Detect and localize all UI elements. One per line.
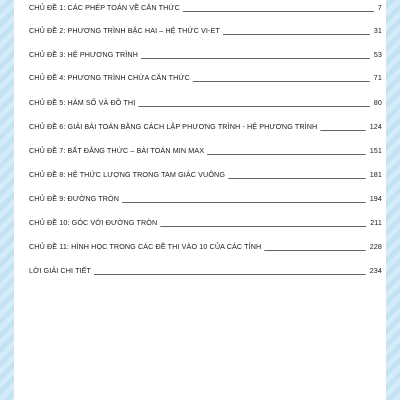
toc-entry-page: 194 <box>369 194 382 203</box>
toc-entry[interactable] <box>14 241 386 255</box>
toc-entry-title: CHỦ ĐỀ 6: GIẢI BÀI TOÁN BẰNG CÁCH LẬP PHƯƠNG TRÌNH - HỆ PHƯƠNG TRÌNH <box>29 122 318 131</box>
toc-entry[interactable] <box>14 97 386 111</box>
toc-entry-title: CHỦ ĐỀ 2: PHƯƠNG TRÌNH BẬC HAI – HỆ THỨC VI-ET <box>29 26 220 35</box>
toc-entry[interactable] <box>14 121 386 135</box>
toc-entry-title: CHỦ ĐỀ 1: CÁC PHÉP TOÁN VỀ CĂN THỨC <box>29 3 180 12</box>
toc-entry-page: 211 <box>370 218 382 227</box>
toc-entry[interactable] <box>14 25 386 39</box>
toc-entry-page: 71 <box>373 73 382 82</box>
toc-entry-page: 151 <box>369 146 382 155</box>
toc-entry-page: 124 <box>369 122 382 131</box>
toc-entry-page: 228 <box>369 242 382 251</box>
toc-entry-title: CHỦ ĐỀ 11: HÌNH HỌC TRONG CÁC ĐỀ THI VÀO 10 CỦA CÁC TỈNH <box>29 242 262 251</box>
toc-entry-title: CHỦ ĐỀ 7: BẤT ĐẲNG THỨC – BÀI TOÁN MIN MAX <box>29 146 205 155</box>
document-page <box>14 0 386 400</box>
toc-entry-title: LỜI GIẢI CHI TIẾT <box>29 266 92 275</box>
toc-entry-title: CHỦ ĐỀ 10: GÓC VỚI ĐƯỜNG TRÒN <box>29 218 158 227</box>
toc-entry-title: CHỦ ĐỀ 5: HÀM SỐ VÀ ĐỒ THỊ <box>29 98 136 107</box>
toc-entry[interactable] <box>14 193 386 207</box>
toc-entry-title: CHỦ ĐỀ 4: PHƯƠNG TRÌNH CHỨA CĂN THỨC <box>29 73 190 82</box>
toc-entry[interactable] <box>14 265 386 279</box>
toc-entry-page: 234 <box>369 266 382 275</box>
toc-entry-title: CHỦ ĐỀ 8: HỆ THỨC LƯỢNG TRONG TAM GIÁC VUÔNG <box>29 170 226 179</box>
toc-entry[interactable] <box>14 72 386 86</box>
toc-entry-page: 31 <box>373 26 382 35</box>
toc-entry-title: CHỦ ĐỀ 9: ĐƯỜNG TRÒN <box>29 194 120 203</box>
toc-entry[interactable] <box>14 169 386 183</box>
toc-entry-page: 181 <box>369 170 382 179</box>
toc-entry-page: 80 <box>373 98 382 107</box>
toc-entry-title: CHỦ ĐỀ 3: HỆ PHƯƠNG TRÌNH <box>29 50 138 59</box>
toc-entry[interactable] <box>14 2 386 16</box>
toc-entry-page: 7 <box>377 3 382 12</box>
toc-entry-page: 53 <box>373 50 382 59</box>
toc-entry[interactable] <box>14 49 386 63</box>
toc-entry[interactable] <box>14 145 386 159</box>
toc-entry[interactable] <box>14 217 386 231</box>
